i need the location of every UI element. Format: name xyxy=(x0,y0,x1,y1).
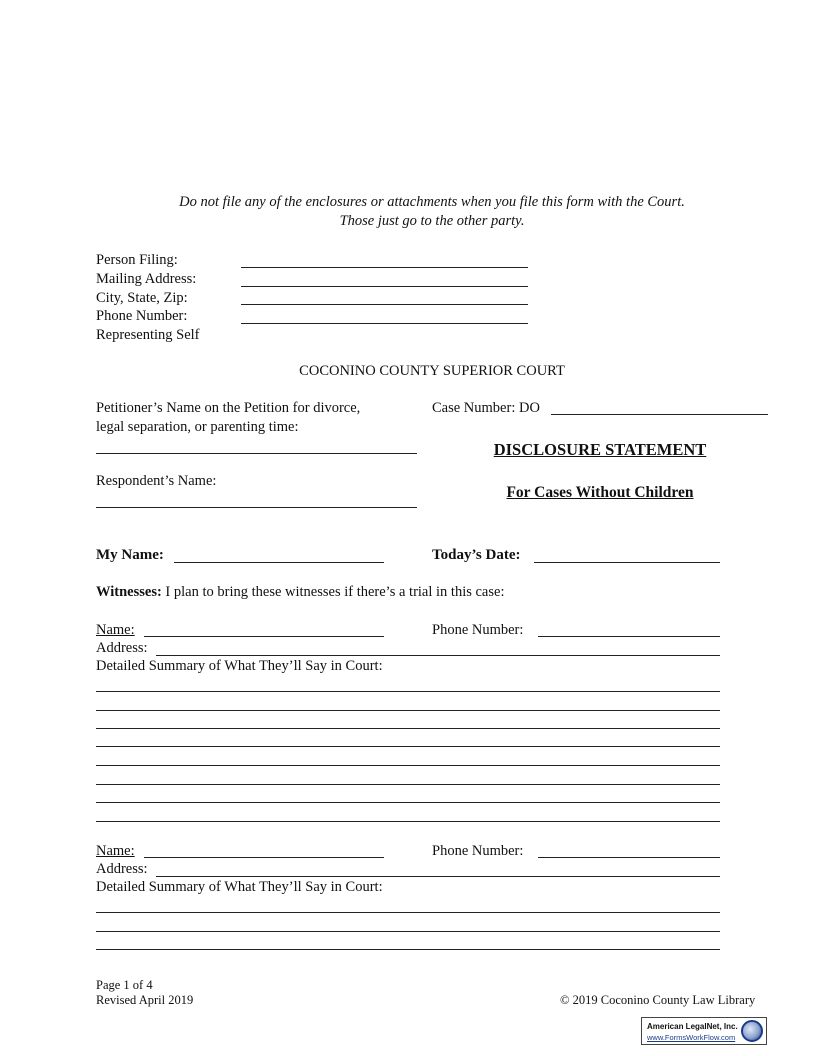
witness-2-address-field[interactable] xyxy=(156,876,720,877)
phone-number-field[interactable] xyxy=(241,323,528,324)
mailing-address-label: Mailing Address: xyxy=(96,271,197,287)
respondent-name-field[interactable] xyxy=(96,507,417,508)
witness-1-phone-field[interactable] xyxy=(538,636,720,637)
witness-1-summary-line[interactable] xyxy=(96,821,720,822)
logo-url[interactable]: www.FormsWorkFlow.com xyxy=(647,1033,736,1042)
witness-1-name-field[interactable] xyxy=(144,636,384,637)
petitioner-name-field[interactable] xyxy=(96,453,417,454)
case-number-label: Case Number: DO xyxy=(432,400,540,416)
witness-2-summary-line[interactable] xyxy=(96,949,720,950)
respondent-label: Respondent’s Name: xyxy=(96,473,217,489)
logo-company-name: American LegalNet, Inc. xyxy=(647,1022,738,1031)
witness-2-name-field[interactable] xyxy=(144,857,384,858)
witness-1-summary-line[interactable] xyxy=(96,710,720,711)
witness-1-summary-line[interactable] xyxy=(96,746,720,747)
witness-2-address-label: Address: xyxy=(96,861,148,877)
notice-line-1: Do not file any of the enclosures or attachments when you file this form with the Court. xyxy=(179,194,685,210)
my-name-field[interactable] xyxy=(174,562,384,563)
witness-2-name-label: Name: xyxy=(96,843,135,859)
witnesses-label: Witnesses: xyxy=(96,584,162,600)
city-state-zip-field[interactable] xyxy=(241,304,528,305)
witness-1-summary-label: Detailed Summary of What They’ll Say in Court: xyxy=(96,658,383,674)
witness-1-address-label: Address: xyxy=(96,640,148,656)
witness-1-phone-label: Phone Number: xyxy=(432,622,524,638)
copyright: © 2019 Coconino County Law Library xyxy=(560,993,756,1007)
witness-2-phone-field[interactable] xyxy=(538,857,720,858)
petitioner-label-line-2: legal separation, or parenting time: xyxy=(96,419,299,435)
witness-2-summary-label: Detailed Summary of What They’ll Say in Court: xyxy=(96,879,383,895)
witness-1-summary-line[interactable] xyxy=(96,765,720,766)
form-title: DISCLOSURE STATEMENT xyxy=(493,440,707,459)
page-number: Page 1 of 4 xyxy=(96,978,153,992)
witness-2-phone-label: Phone Number: xyxy=(432,843,524,859)
person-filing-field[interactable] xyxy=(241,267,528,268)
case-number-field[interactable] xyxy=(551,414,768,415)
revision-date: Revised April 2019 xyxy=(96,993,194,1007)
witness-1-address-field[interactable] xyxy=(156,655,720,656)
witness-2-summary-line[interactable] xyxy=(96,931,720,932)
court-name: COCONINO COUNTY SUPERIOR COURT xyxy=(299,363,565,379)
todays-date-label: Today’s Date: xyxy=(432,547,521,563)
notice-line-2: Those just go to the other party. xyxy=(339,213,525,229)
witness-1-summary-line[interactable] xyxy=(96,784,720,785)
my-name-label: My Name: xyxy=(96,547,164,563)
city-state-zip-label: City, State, Zip: xyxy=(96,290,188,306)
witness-1-name-label: Name: xyxy=(96,622,135,638)
todays-date-field[interactable] xyxy=(534,562,720,563)
witness-1-summary-line[interactable] xyxy=(96,691,720,692)
form-subtitle: For Cases Without Children xyxy=(506,484,694,501)
witness-1-summary-line[interactable] xyxy=(96,802,720,803)
american-legalnet-logo[interactable] xyxy=(641,1017,767,1045)
witnesses-intro xyxy=(96,584,504,601)
witness-2-summary-line[interactable] xyxy=(96,912,720,913)
representing-self-text: Representing Self xyxy=(96,327,200,343)
phone-number-label: Phone Number: xyxy=(96,308,188,324)
globe-icon xyxy=(741,1020,763,1042)
petitioner-label-line-1: Petitioner’s Name on the Petition for divorce, xyxy=(96,400,361,416)
witness-1-summary-line[interactable] xyxy=(96,728,720,729)
mailing-address-field[interactable] xyxy=(241,286,528,287)
witnesses-intro-text: I plan to bring these witnesses if there’s a trial in this case: xyxy=(165,584,505,600)
person-filing-label: Person Filing: xyxy=(96,252,178,268)
